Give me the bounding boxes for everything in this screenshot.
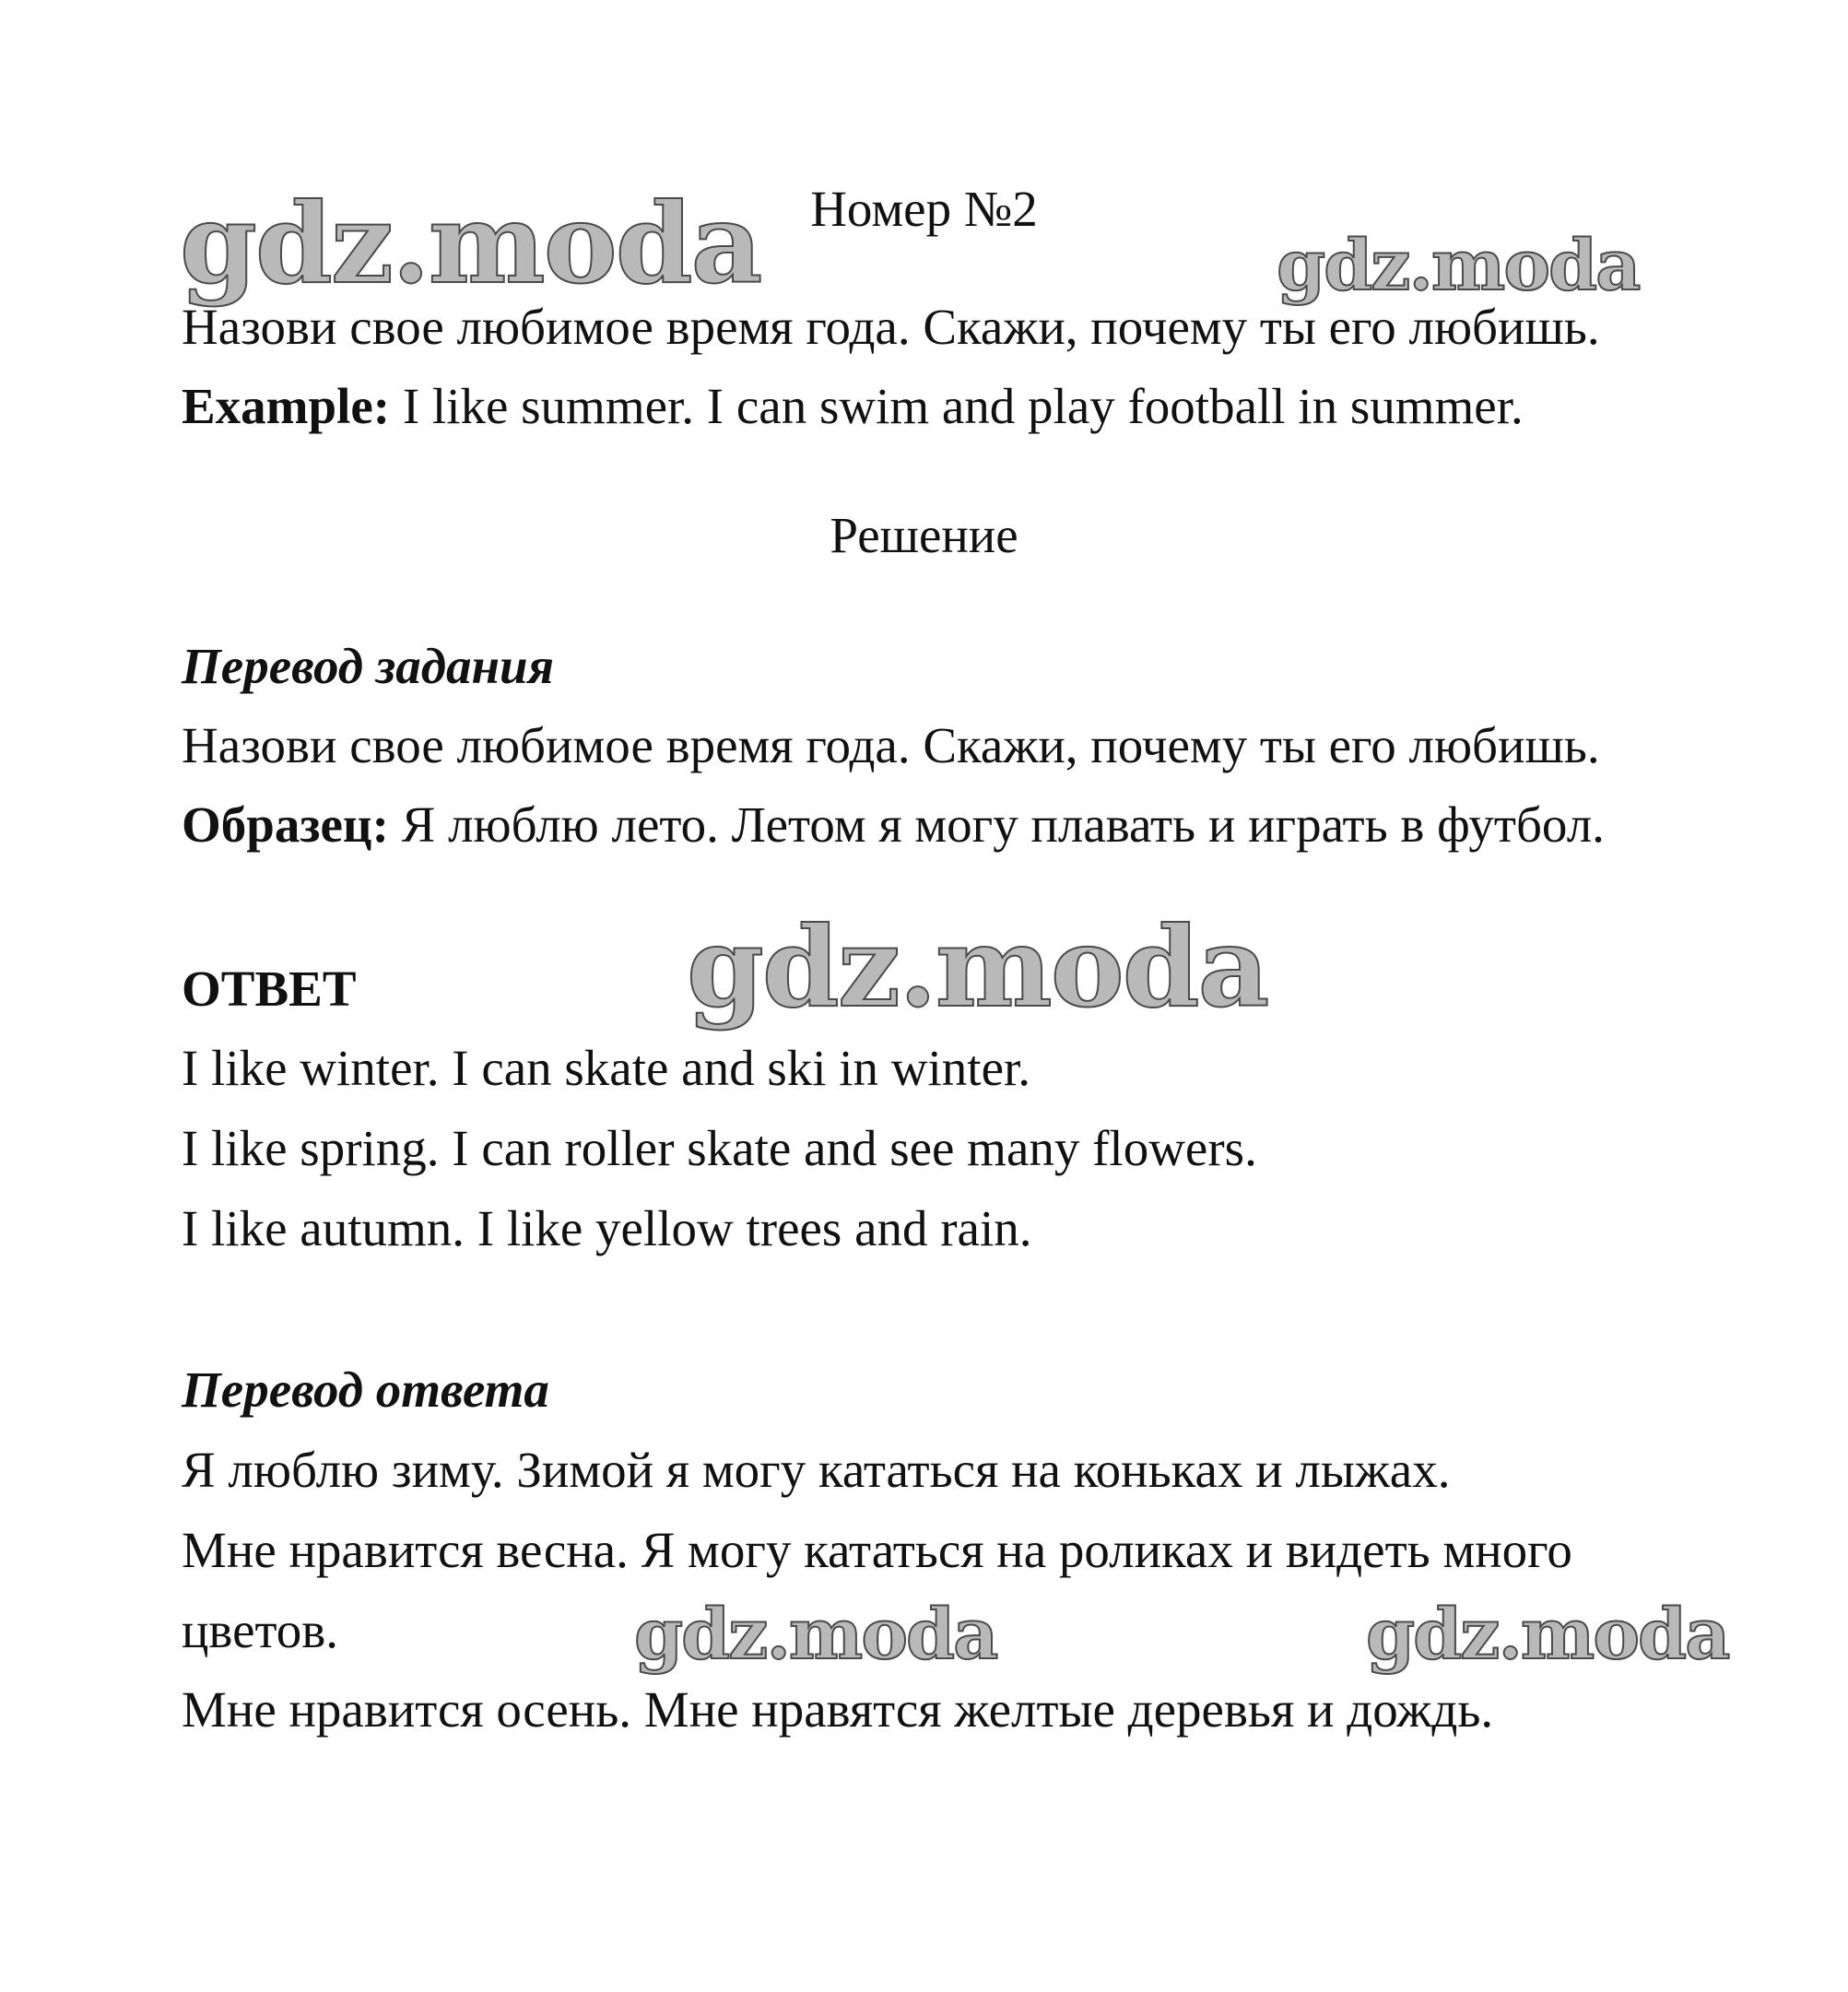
watermark: gdz.moda [180, 179, 761, 309]
sample-label: Образец: [182, 796, 389, 853]
task-translation-example [182, 795, 1605, 855]
answer-translation-line: Я люблю зиму. Зимой я могу кататься на коньках и лыжах. [182, 1442, 1451, 1498]
answer-line: I like autumn. I like yellow trees and rain. [182, 1200, 1032, 1256]
answer-heading: ОТВЕТ [182, 961, 357, 1017]
watermark: gdz.moda [634, 1593, 997, 1675]
task-translation-heading: Перевод задания [182, 638, 554, 694]
page-title: Номер №2 [810, 181, 1038, 237]
task-instruction: Назови свое любимое время года. Скажи, почему ты его любишь. [182, 299, 1600, 355]
watermark: gdz.moda [1277, 224, 1640, 306]
example-label: Example: [182, 378, 391, 434]
task-translation-instruction: Назови свое любимое время года. Скажи, почему ты его любишь. [182, 717, 1600, 773]
sample-text: Я люблю лето. Летом я могу плавать и играть в футбол. [388, 796, 1605, 853]
watermark: gdz.moda [687, 902, 1268, 1032]
solution-title: Решение [830, 507, 1018, 563]
answer-translation-heading: Перевод ответа [182, 1361, 549, 1418]
watermark: gdz.moda [1366, 1593, 1729, 1675]
answer-translation-line: Мне нравится осень. Мне нравятся желтые деревья и дождь. [182, 1681, 1494, 1738]
answer-line: I like spring. I can roller skate and see many flowers. [182, 1120, 1257, 1176]
answer-translation-line: цветов. [182, 1602, 339, 1658]
answer-line: I like winter. I can skate and ski in winter. [182, 1040, 1031, 1096]
task-example [182, 376, 1524, 437]
example-text: I like summer. I can swim and play football in summer. [390, 378, 1524, 434]
answer-translation-line: Мне нравится весна. Я могу кататься на роликах и видеть много [182, 1522, 1572, 1578]
